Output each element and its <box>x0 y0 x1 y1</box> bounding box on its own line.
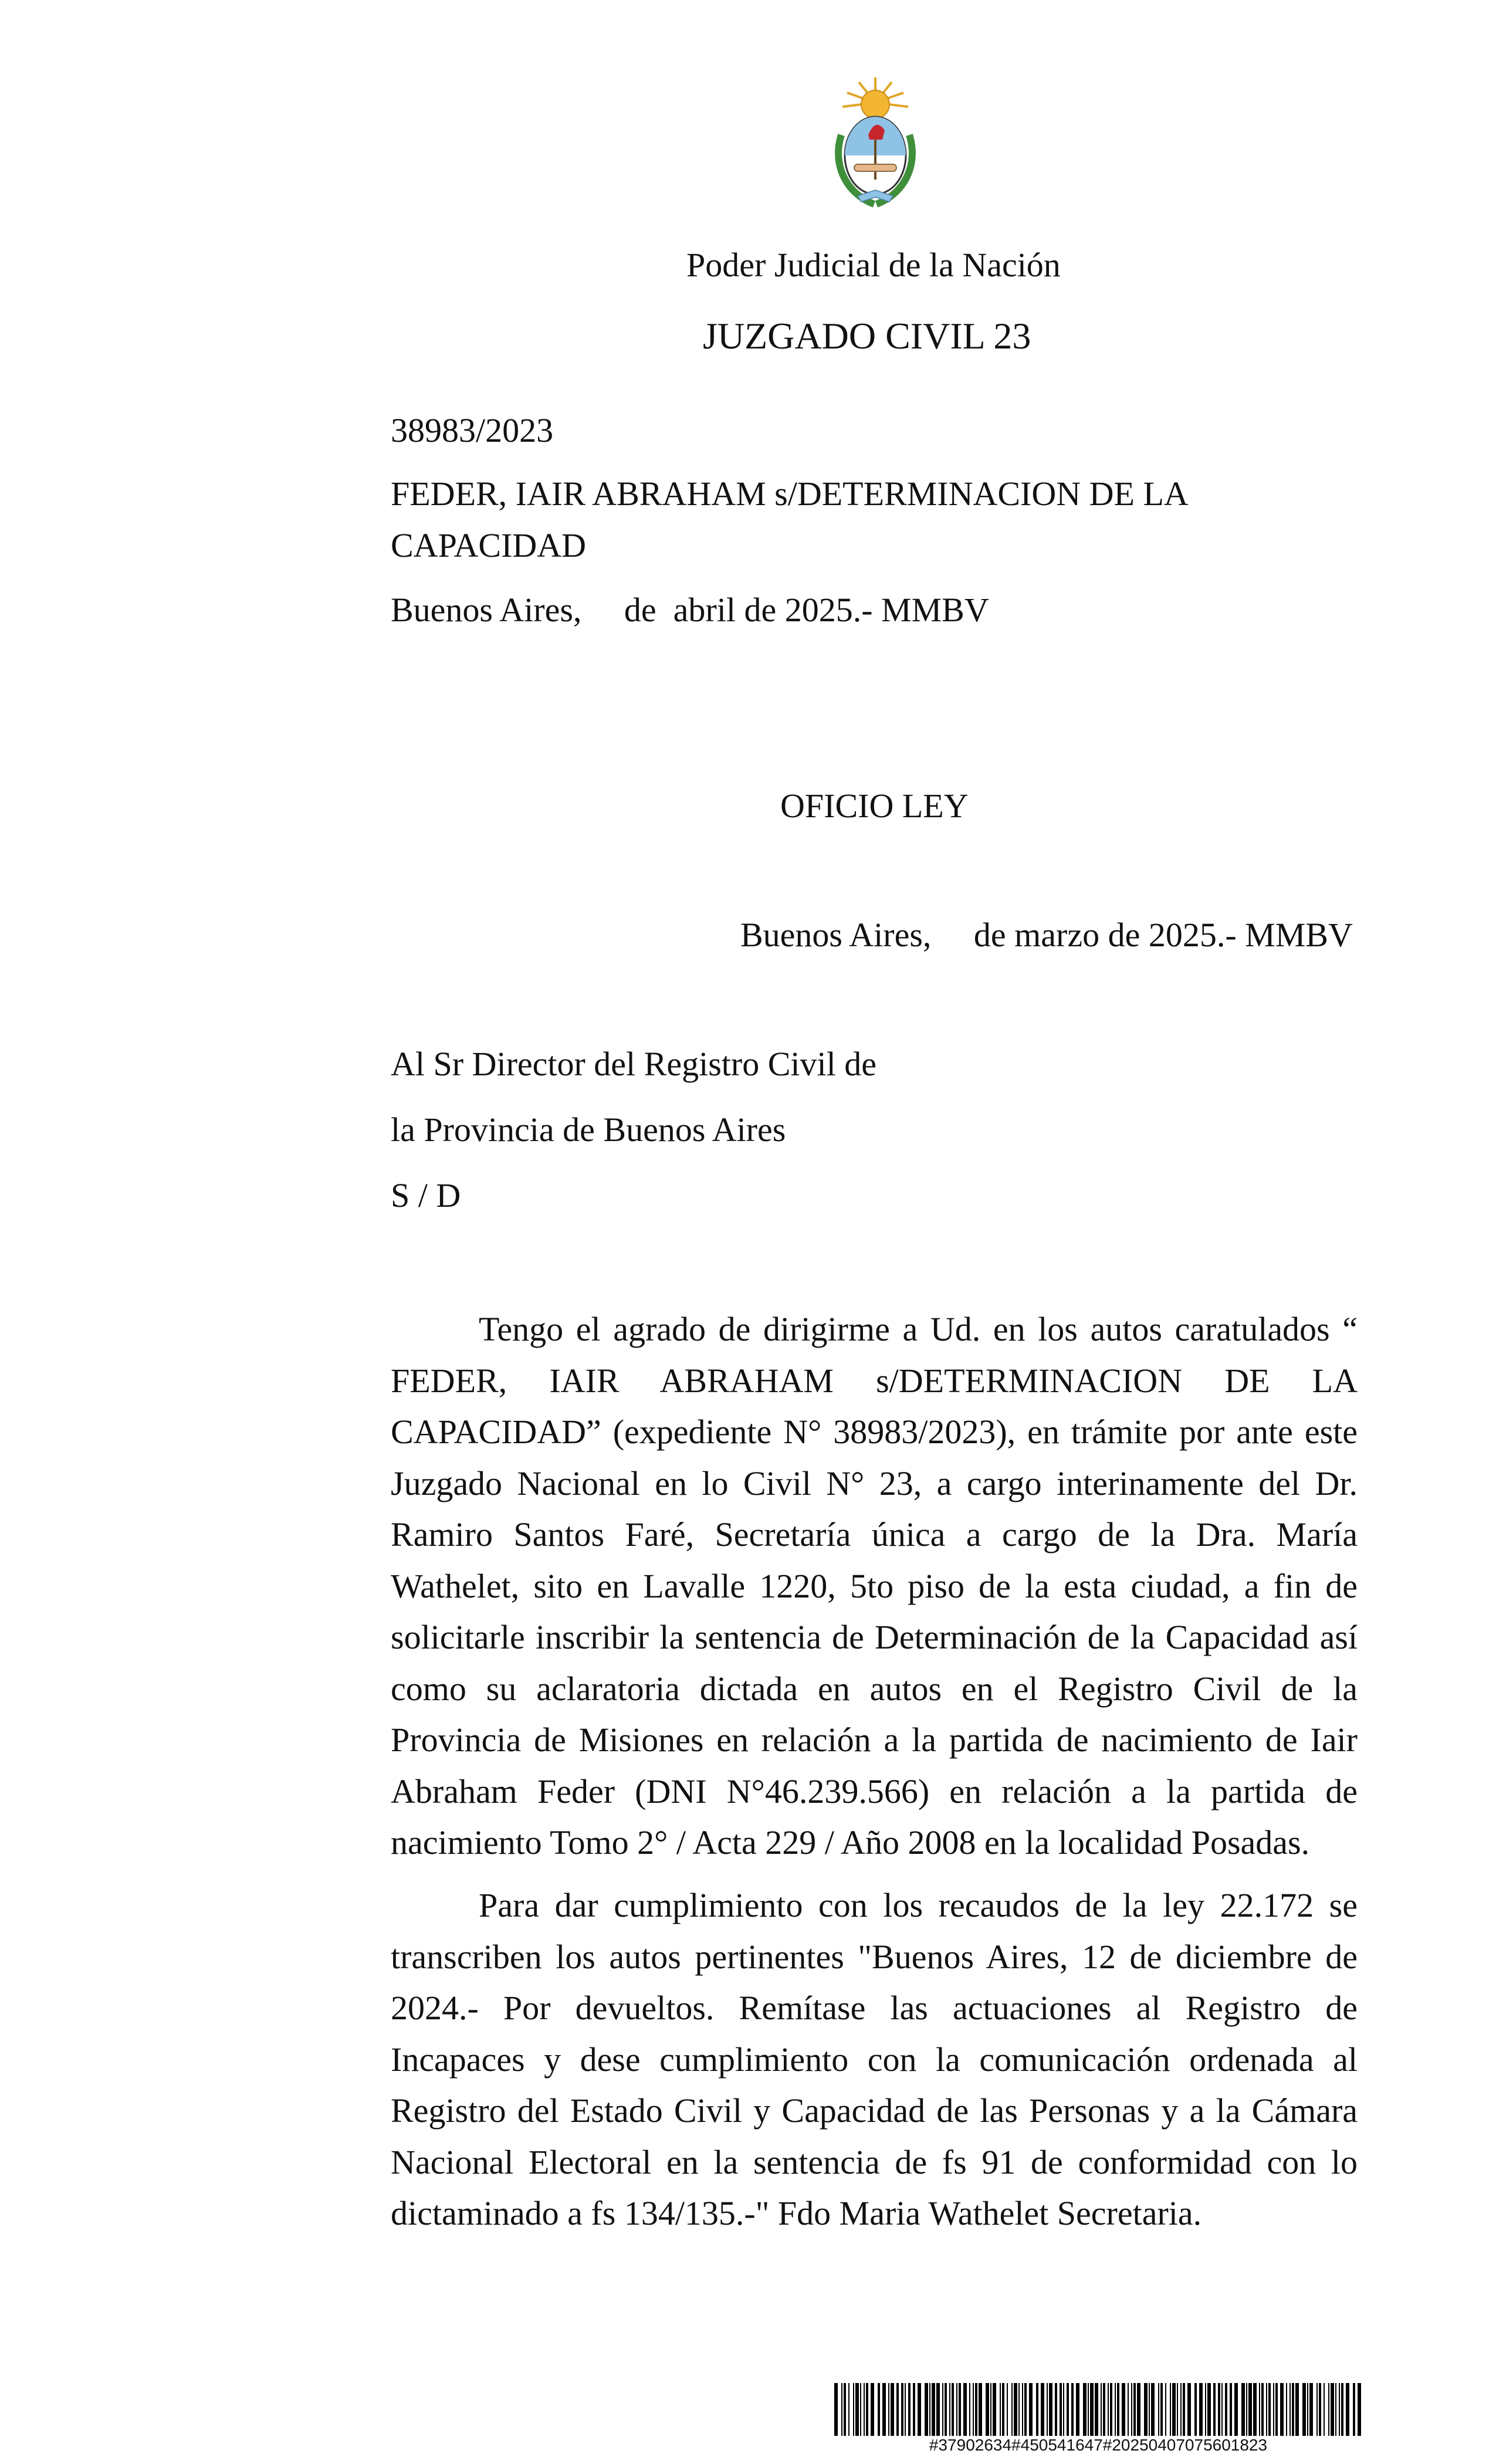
barcode-bar <box>1207 2383 1211 2436</box>
barcode-bar <box>1275 2383 1278 2436</box>
barcode-bar <box>1122 2383 1125 2436</box>
barcode-bar <box>855 2383 859 2436</box>
case-date: Buenos Aires, de abril de 2025.- MMBV <box>391 591 989 629</box>
barcode-bar <box>929 2383 930 2436</box>
barcode-bar <box>1137 2383 1140 2436</box>
barcode-bar <box>1339 2383 1340 2436</box>
barcode-bar <box>1022 2383 1023 2436</box>
barcode-bar <box>1248 2383 1252 2436</box>
barcode-text: #37902634#450541647#20250407075601823 <box>929 2436 1268 2454</box>
barcode-bar <box>1110 2383 1112 2436</box>
barcode-bar <box>1067 2383 1069 2436</box>
barcode-bar <box>1205 2383 1206 2436</box>
document-title: OFICIO LEY <box>780 787 969 825</box>
barcode-bar <box>1149 2383 1150 2436</box>
barcode-bar <box>1128 2383 1129 2436</box>
barcode-bar <box>871 2383 874 2436</box>
barcode-bar <box>969 2383 970 2436</box>
barcode-bar <box>1335 2383 1336 2436</box>
barcode-bar <box>1246 2383 1247 2436</box>
barcode-bar <box>1295 2383 1299 2436</box>
case-title-line-2: CAPACIDAD <box>391 526 587 564</box>
barcode-bar <box>866 2383 868 2436</box>
barcode-bar <box>1014 2383 1017 2436</box>
barcode-bar <box>959 2383 961 2436</box>
barcode-bar <box>1158 2383 1159 2436</box>
barcode-bar <box>1261 2383 1264 2436</box>
barcode-bar <box>963 2383 967 2436</box>
barcode-bar <box>1151 2383 1155 2436</box>
barcode-bar <box>888 2383 889 2436</box>
barcode-bar <box>860 2383 861 2436</box>
barcode-bar <box>841 2383 842 2436</box>
barcode-bar <box>1273 2383 1274 2436</box>
barcode-bar <box>1007 2383 1008 2436</box>
barcode-bar <box>1289 2383 1291 2436</box>
barcode-bar <box>1187 2383 1191 2436</box>
barcode-bar <box>1221 2383 1223 2436</box>
barcode-bar <box>1331 2383 1334 2436</box>
barcode-bar <box>1117 2383 1119 2436</box>
barcode-bar <box>896 2383 899 2436</box>
barcode-bar <box>1049 2383 1052 2436</box>
barcode-bar <box>1302 2383 1306 2436</box>
barcode-bar <box>956 2383 957 2436</box>
barcode-bar <box>1309 2383 1313 2436</box>
barcode-bar <box>925 2383 928 2436</box>
barcode-bar <box>901 2383 903 2436</box>
barcode-bar <box>1144 2383 1148 2436</box>
barcode-bar <box>1131 2383 1132 2436</box>
barcode-bar <box>1234 2383 1238 2436</box>
barcode-bar <box>1055 2383 1057 2436</box>
barcode-bar <box>1346 2383 1349 2436</box>
institution-name: Poder Judicial de la Nación <box>686 246 1061 284</box>
barcode-bar <box>1170 2383 1171 2436</box>
paragraph-text: Para dar cumplimiento con los recaudos de la ley 22.172 se transcriben los autos pertinentes "Buenos Aires, 12 de diciembre de 2024.- Por devueltos. Remítase las actuaciones al Registro de Incapaces y dese cumplimiento con la comunicación ordenada al Registro del Estado Civil y Capacidad de las Personas y a la Cámara Nacional Electoral en la sentencia de fs 91 de conformidad con lo dictaminado a fs 134/135.-" Fdo Maria Wathelet Secretaria. <box>391 1886 1358 2232</box>
barcode-bar <box>1002 2383 1004 2436</box>
barcode-bar <box>949 2383 950 2436</box>
barcode-bar <box>1036 2383 1038 2436</box>
barcode-bar <box>1225 2383 1227 2436</box>
barcode-bar <box>834 2383 838 2436</box>
barcode-bar <box>1108 2383 1109 2436</box>
barcode-bar <box>1180 2383 1182 2436</box>
addressee-line-2: la Provincia de Buenos Aires <box>391 1111 786 1149</box>
barcode-bar <box>973 2383 974 2436</box>
barcode-bar <box>936 2383 940 2436</box>
barcode-bar <box>1101 2383 1102 2436</box>
court-name: JUZGADO CIVIL 23 <box>703 315 1031 357</box>
barcode-bar <box>1160 2383 1163 2436</box>
barcode-bar <box>986 2383 989 2436</box>
barcode-bar <box>882 2383 886 2436</box>
barcode-bar <box>1095 2383 1098 2436</box>
barcode-bar <box>975 2383 977 2436</box>
barcode-bar <box>1088 2383 1089 2436</box>
barcode-bar <box>1230 2383 1232 2436</box>
barcode-bar <box>1172 2383 1176 2436</box>
barcode-bar <box>1029 2383 1033 2436</box>
barcode-bar <box>1194 2383 1197 2436</box>
barcode-bar <box>1328 2383 1329 2436</box>
barcode-bar <box>1218 2383 1220 2436</box>
barcode-bar <box>1266 2383 1267 2436</box>
barcode-bar <box>1241 2383 1245 2436</box>
barcode-bar <box>1280 2383 1284 2436</box>
barcode-bar <box>913 2383 915 2436</box>
barcode-bar <box>979 2383 982 2436</box>
barcode-bar <box>1115 2383 1116 2436</box>
barcode-bar <box>1307 2383 1308 2436</box>
barcode-bar <box>844 2383 846 2436</box>
barcode-bar <box>1341 2383 1343 2436</box>
barcode-bar <box>990 2383 991 2436</box>
barcode-bar <box>1213 2383 1216 2436</box>
body-paragraph-1 <box>391 1304 1358 1869</box>
document-date: Buenos Aires, de marzo de 2025.- MMBV <box>740 916 1353 954</box>
barcode-bar <box>1286 2383 1287 2436</box>
barcode-bar <box>1090 2383 1094 2436</box>
barcode-bar <box>942 2383 943 2436</box>
case-number: 38983/2023 <box>391 411 554 449</box>
barcode-bar <box>1133 2383 1136 2436</box>
barcode-bar <box>1253 2383 1257 2436</box>
barcode-bar <box>1319 2383 1321 2436</box>
barcode-bar <box>932 2383 935 2436</box>
barcode-bar <box>1000 2383 1001 2436</box>
barcode-bar <box>1353 2383 1355 2436</box>
argentina-coat-of-arms-icon <box>828 76 922 211</box>
barcode-bar <box>1292 2383 1294 2436</box>
barcode-bar <box>1063 2383 1064 2436</box>
barcode-bar <box>905 2383 906 2436</box>
barcode-bar <box>1041 2383 1044 2436</box>
barcode-bar <box>1199 2383 1203 2436</box>
barcode-bar <box>1076 2383 1079 2436</box>
barcode-icon <box>834 2383 1362 2436</box>
barcode-bar <box>848 2383 849 2436</box>
barcode-bar <box>878 2383 880 2436</box>
barcode-bar <box>1165 2383 1166 2436</box>
barcode-bar <box>1083 2383 1087 2436</box>
barcode-bar <box>1024 2383 1027 2436</box>
barcode-bar <box>1177 2383 1178 2436</box>
barcode-bar <box>891 2383 894 2436</box>
barcode-bar <box>1324 2383 1325 2436</box>
barcode-bar <box>1358 2383 1361 2436</box>
barcode-bar <box>945 2383 947 2436</box>
addressee-line-1: Al Sr Director del Registro Civil de <box>391 1045 876 1083</box>
case-title-line-1: FEDER, IAIR ABRAHAM s/DETERMINACION DE LA <box>391 475 1189 513</box>
addressee-line-3: S / D <box>391 1176 461 1214</box>
barcode-bar <box>1259 2383 1260 2436</box>
barcode-bar <box>864 2383 865 2436</box>
barcode-bar <box>918 2383 921 2436</box>
barcode-bar <box>1071 2383 1074 2436</box>
barcode-bar <box>908 2383 911 2436</box>
paragraph-text: Tengo el agrado de dirigirme a Ud. en los autos caratulados “ FEDER, IAIR ABRAHAM s/DETERMINACION DE LA CAPACIDAD” (expediente N° 38983/2023), en trámite por ante este Juzgado Nacional en lo Civil N° 23, a cargo interinamente del Dr. Ramiro Santos Faré, Secretaría única a cargo de la Dra. María Wathelet, sito en Lavalle 1220, 5to piso de la esta ciudad, a fin de solicitarle inscribir la sentencia de Determinación de la Capacidad así como su aclaratoria dictada en autos en el Registro Civil de la Provincia de Misiones en relación a la partida de nacimiento de Iair Abraham Feder (DNI N°46.239.566) en relación a la partida de nacimiento Tomo 2° / Acta 229 / Año 2008 en la localidad Posadas. <box>391 1310 1358 1861</box>
barcode-bar <box>952 2383 954 2436</box>
barcode-bar <box>1018 2383 1020 2436</box>
barcode-bar <box>1011 2383 1013 2436</box>
barcode-bar <box>1183 2383 1185 2436</box>
barcode-bar <box>1060 2383 1062 2436</box>
barcode-bar <box>1316 2383 1318 2436</box>
barcode-bar <box>993 2383 996 2436</box>
barcode-bar <box>1268 2383 1271 2436</box>
barcode-bar <box>1103 2383 1105 2436</box>
body-paragraph-2 <box>391 1880 1358 2239</box>
barcode-bar <box>1047 2383 1048 2436</box>
barcode-bar <box>853 2383 854 2436</box>
